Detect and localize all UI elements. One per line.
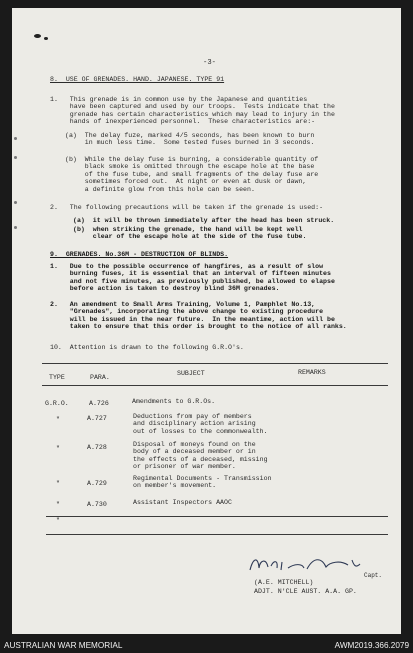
table-header-remarks: REMARKS [298, 369, 326, 376]
punch-hole [14, 226, 17, 229]
page-number: -3- [203, 59, 216, 67]
section-8-para-1: 1. This grenade is in common use by the Japanese and quantities have been captured and used by our troops. Tests indicate that the grenade has certain characteristics which may lead to injury in the hands of inexperienced personnel. These characteristics are:- [50, 96, 335, 126]
table-header-type: TYPE [49, 374, 65, 381]
ink-mark [44, 37, 48, 40]
table-row-5-subject: Assistant Inspectors AAOC [133, 499, 232, 506]
section-8-para-2a: (a) it will be thrown immediately after the head has been struck. [73, 217, 335, 224]
punch-hole [14, 137, 17, 140]
table-row-3-type: " [56, 445, 60, 452]
section-8-item-a: (a) The delay fuze, marked 4/5 seconds, has been known to burn in much less time. Some tested fuses burned in 3 seconds. [65, 132, 315, 147]
signature-title: ADJT. N'CLE AUST. A.A. GP. [254, 588, 357, 595]
ink-mark [34, 34, 41, 38]
table-row-2-type: " [56, 416, 60, 423]
footer-accession-number: AWM2019.366.2079 [334, 641, 409, 650]
signature-capt: Capt. [364, 572, 383, 579]
table-header-rule [42, 385, 388, 386]
table-row-3-para: A.728 [87, 444, 107, 451]
table-row-1-type: G.R.O. [45, 400, 69, 407]
section-9-para-1: 1. Due to the possible occurrence of hangfires, as a result of slow burning fuses, it is essential that an interval of fifteen minutes and not five minutes, as previously published, be allowed to elapse before action is taken to destroy blind 36M grenades. [50, 263, 335, 293]
table-row-2-subject: Deductions from pay of members and disciplinary action arising out of losses to the commonwealth. [133, 413, 268, 435]
archive-footer [0, 638, 413, 653]
table-top-rule [42, 363, 388, 364]
punch-hole [14, 201, 17, 204]
table-row-4-para: A.729 [87, 480, 107, 487]
table-header-para: PARA. [90, 374, 110, 381]
section-10-text: 10. Attention is drawn to the following G.R.O's. [50, 344, 244, 351]
document-page [12, 8, 401, 634]
section-9-para-2: 2. An amendment to Small Arms Training, Volume 1, Pamphlet No.13, "Grenades", incorporating the above change to existing procedure will be issued in the near future. In the meantime, action will be taken to ensure that this order is brought to the notice of all ranks. [50, 301, 347, 331]
table-row-3-subject: Disposal of moneys found on the body of a deceased member or in the effects of a deceased, missing or prisoner of war member. [133, 441, 268, 471]
table-row-5-para: A.730 [87, 501, 107, 508]
signature-name: (A.E. MITCHELL) [254, 579, 314, 586]
table-bottom-rule [46, 516, 388, 517]
table-row-6-type: " [56, 517, 60, 524]
section-8-para-2b: (b) when striking the grenade, the hand will be kept well clear of the escape hole at the side of the fuse tube. [73, 226, 307, 241]
table-row-2-para: A.727 [87, 415, 107, 422]
table-row-1-subject: Amendments to G.R.Os. [132, 398, 216, 405]
footer-institution: AUSTRALIAN WAR MEMORIAL [4, 641, 123, 650]
table-end-rule [46, 534, 388, 535]
section-9-heading: 9. GRENADES. No.36M - DESTRUCTION OF BLINDS. [50, 251, 229, 258]
section-8-para-2: 2. The following precautions will be taken if the grenade is used:- [50, 204, 324, 211]
table-row-4-type: " [56, 480, 60, 487]
table-header-subject: SUBJECT [177, 370, 205, 377]
section-8-item-b: (b) While the delay fuse is burning, a considerable quantity of black smoke is omitted through the escape hole at the base of the fuse tube, and small fragments of the delay fuse are sometimes forced out. At night or even at dusk or dawn, a definite glow from this hole can be seen. [65, 156, 319, 193]
punch-hole [14, 156, 17, 159]
table-row-1-para: A.726 [89, 400, 109, 407]
table-row-5-type: " [56, 501, 60, 508]
table-row-4-subject: Regimental Documents - Transmission on member's movement. [133, 475, 272, 490]
section-8-heading: 8. USE OF GRENADES. HAND. JAPANESE. TYPE 91 [50, 76, 225, 83]
handwritten-signature [244, 554, 364, 576]
